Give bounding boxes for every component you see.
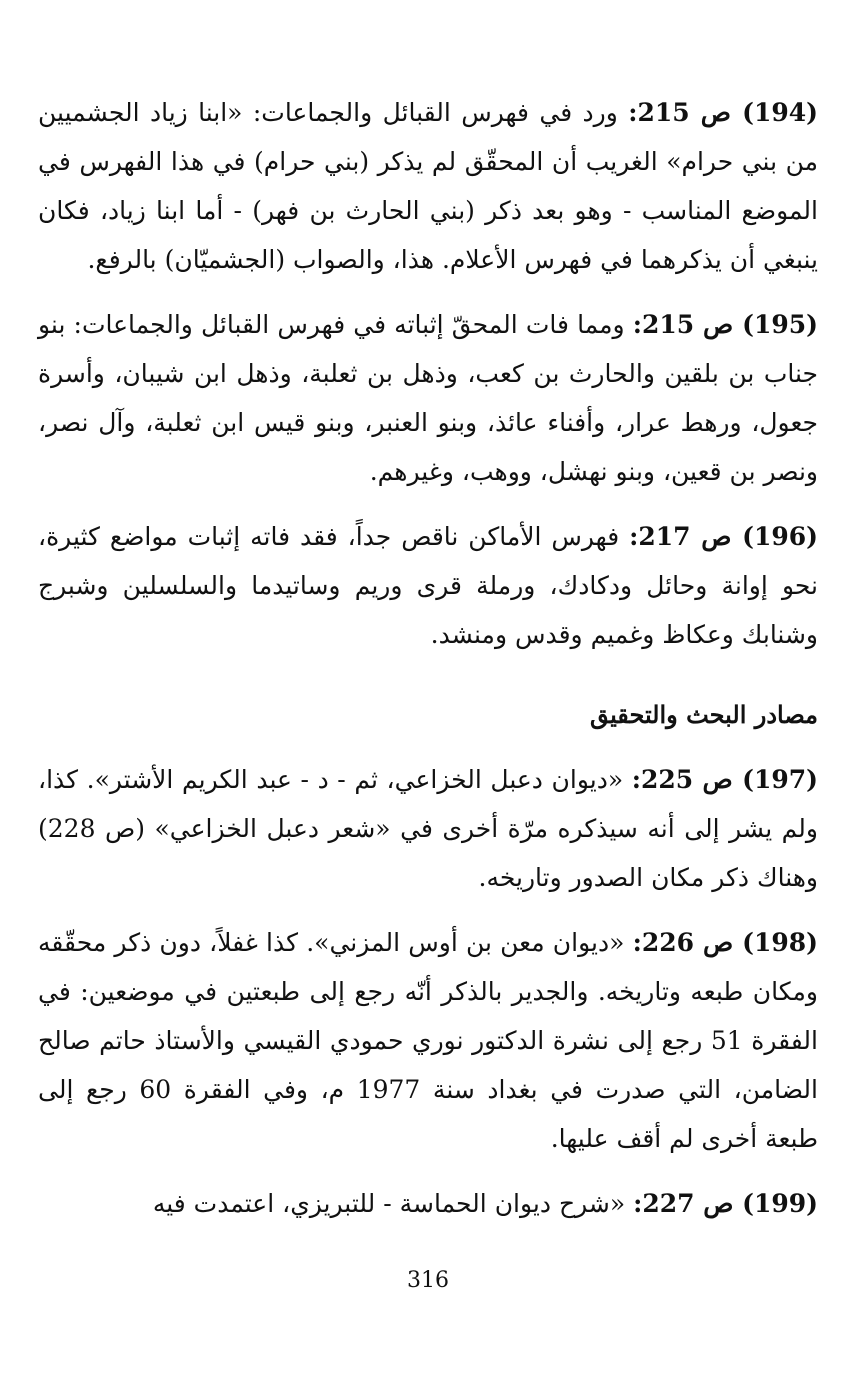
entry-ref: (194) ص 215: <box>628 98 818 127</box>
entry-198 <box>38 918 818 1163</box>
entry-195 <box>38 300 818 496</box>
entry-text: ومما فات المحقّ إثباته في فهرس القبائل والجماعات: بنو جناب بن بلقين والحارث بن كعب، وذهل بن ثعلبة، وذهل ابن شيبان، وأسرة جعول، ورهط عرار، وأفناء عائذ، وبنو العنبر، وبنو قيس ابن ثعلبة، وآل نصر، ونصر بن قعين، وبنو نهشل، ووهب، وغيرهم. <box>38 310 818 486</box>
section-heading: مصادر البحث والتحقيق <box>590 700 818 729</box>
entry-196 <box>38 512 818 659</box>
entry-ref: (197) ص 225: <box>631 765 818 794</box>
page-number: 316 <box>407 1268 449 1293</box>
entry-197 <box>38 755 818 902</box>
document-body <box>38 88 818 1244</box>
entry-ref: (195) ص 215: <box>632 310 818 339</box>
entry-text: «شرح ديوان الحماسة - للتبريزي، اعتمدت فيه <box>152 1189 634 1218</box>
entry-text: ورد في فهرس القبائل والجماعات: «ابنا زياد الجشميين من بني حرام» الغريب أن المحقّق لم يذكر (بني حرام) في هذا الفهرس في الموضع المناسب - وهو بعد ذكر (بني الحارث بن فهر) - أما ابنا زياد، فكان ينبغي أن يذكرهما في فهرس الأعلام. هذا، والصواب (الجشميّان) بالرفع. <box>38 98 818 274</box>
entry-text: «ديوان دعبل الخزاعي، ثم - د - عبد الكريم الأشتر». كذا، ولم يشر إلى أنه سيذكره مرّة أخرى في «شعر دعبل الخزاعي» (ص 228) وهناك ذكر مكان الصدور وتاريخه. <box>38 765 818 892</box>
entry-199 <box>38 1179 818 1228</box>
entry-ref: (198) ص 226: <box>632 928 818 957</box>
entry-ref: (199) ص 227: <box>633 1189 818 1218</box>
entry-ref: (196) ص 217: <box>629 522 818 551</box>
entry-text: فهرس الأماكن ناقص جداً، فقد فاته إثبات مواضع كثيرة، نحو إوانة وحائل ودكادك، ورملة قرى وريم وساتيدما والسلسلين وشبرج وشنابك وعكاظ وغميم وقدس ومنشد. <box>38 522 819 649</box>
entry-194 <box>38 88 818 284</box>
entry-text: «ديوان معن بن أوس المزني». كذا غفلاً، دون ذكر محقّقه ومكان طبعه وتاريخه. والجدير بالذكر أنّه رجع إلى طبعتين في موضعين: في الفقرة 51 رجع إلى نشرة الدكتور نوري حمودي القيسي والأستاذ حاتم صالح الضامن، التي صدرت في بغداد سنة 1977 م، وفي الفقرة 60 رجع إلى طبعة أخرى لم أقف عليها. <box>38 928 819 1153</box>
